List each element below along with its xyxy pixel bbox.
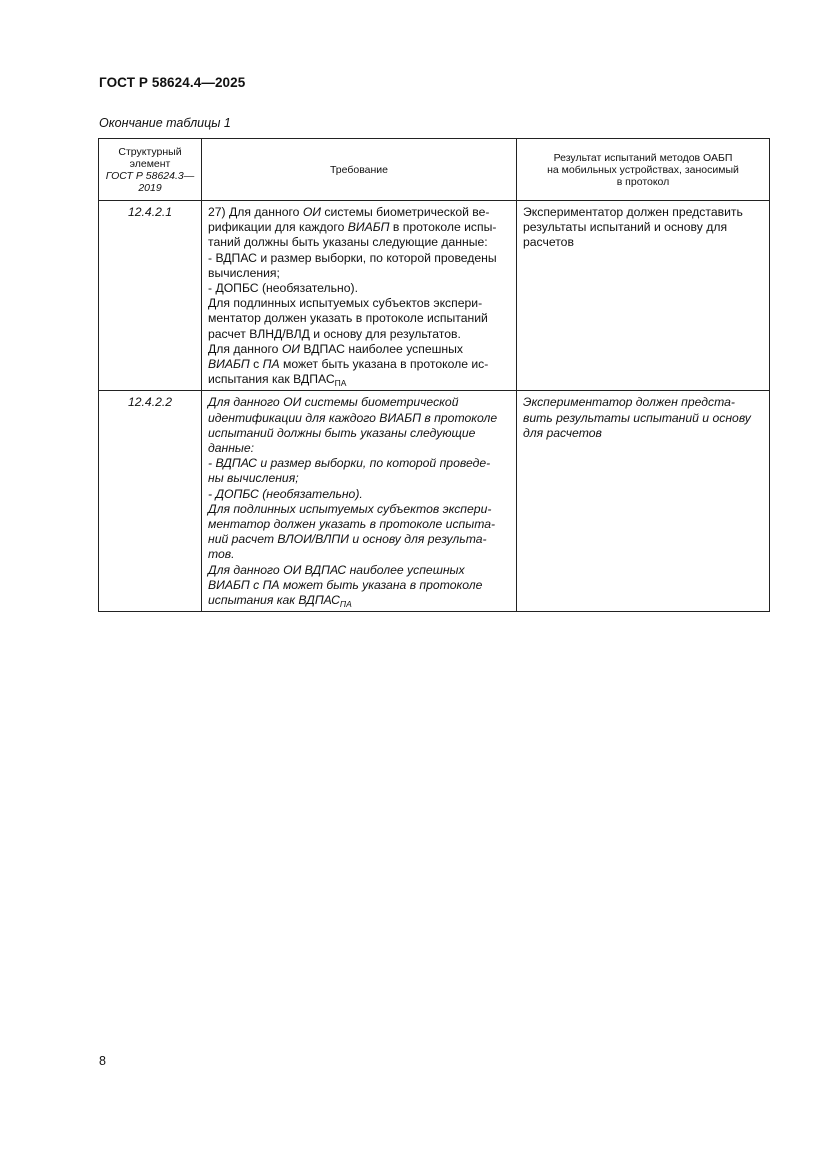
requirement-line: Для подлинных испытуемых субъектов экспери-	[208, 501, 492, 516]
requirement-line	[208, 205, 510, 220]
requirement-line: Для данного ОИ ВДПАС наиболее успешных	[208, 562, 465, 577]
result-cell	[517, 391, 770, 612]
requirement-line	[208, 357, 510, 372]
requirement-line: ментатор должен указать в протоколе испыта-	[208, 517, 496, 532]
table-row	[99, 391, 770, 612]
text-run: Для данного	[208, 341, 282, 356]
requirement-line: ментатор должен указать в протоколе испытаний	[208, 311, 488, 326]
subscript-pa: ПА	[339, 599, 352, 610]
requirement-line: Для данного ОИ системы биометрической	[208, 395, 459, 410]
result-line: Экспериментатор должен представить	[523, 205, 743, 219]
requirement-line: данные:	[208, 441, 255, 456]
requirement-line	[208, 342, 510, 357]
text-run: испытания как ВДПАС	[208, 593, 340, 608]
text-run: ВДПАС наиболее успешных	[300, 341, 463, 356]
header-element-line: Структурный	[118, 145, 182, 158]
page-number: 8	[99, 1054, 106, 1068]
requirement-line	[208, 372, 510, 387]
requirement-line: ны вычисления;	[208, 471, 299, 486]
requirement-cell	[202, 201, 517, 391]
column-header-element	[99, 139, 202, 201]
subscript-pa: ПА	[334, 378, 347, 389]
text-run: в протоколе испы-	[389, 220, 497, 235]
text-run: системы биометрической ве-	[321, 205, 490, 219]
requirement-line	[208, 593, 510, 608]
result-line: Экспериментатор должен предста-	[523, 395, 735, 410]
term-viabp: ВИАБП	[347, 220, 390, 235]
header-result-line: в протокол	[616, 175, 670, 188]
table-row	[99, 201, 770, 391]
table-header-row	[99, 139, 770, 201]
text-run: испытания как ВДПАС	[208, 372, 335, 387]
table-caption: Окончание таблицы 1	[99, 116, 231, 130]
requirement-line: Для подлинных испытуемых субъектов экспери-	[208, 296, 483, 311]
header-result-line: на мобильных устройствах, заносимый	[547, 163, 739, 176]
term-pa: ПА	[262, 357, 280, 372]
requirement-line: расчет ВЛНД/ВЛД и основу для результатов.	[208, 326, 461, 341]
result-line: для расчетов	[523, 425, 602, 440]
result-line: вить результаты испытаний и основу	[523, 410, 751, 425]
result-cell	[517, 201, 770, 391]
term-oi: ОИ	[302, 205, 322, 219]
requirement-line: вычисления;	[208, 265, 280, 280]
structural-element-cell: 12.4.2.1	[99, 201, 202, 391]
term-viabp: ВИАБП	[208, 357, 250, 372]
result-line: результаты испытаний и основу для	[523, 220, 728, 235]
requirement-line: - ДОПБС (необязательно).	[208, 281, 358, 296]
requirement-line: - ВДПАС и размер выборки, по которой проведе-	[208, 456, 491, 471]
text-run: рификации для каждого	[208, 220, 348, 235]
term-oi: ОИ	[281, 341, 301, 356]
requirement-line: идентификации для каждого ВИАБП в протоколе	[208, 410, 498, 425]
header-element-line: элемент	[129, 157, 171, 170]
document-header: ГОСТ Р 58624.4—2025	[99, 75, 246, 90]
requirement-cell	[202, 391, 517, 612]
result-line: расчетов	[523, 235, 574, 250]
requirement-line: испытаний должны быть указаны следующие	[208, 425, 476, 440]
requirements-table	[98, 138, 770, 612]
column-header-result	[517, 139, 770, 201]
requirement-line: тов.	[208, 547, 235, 562]
header-requirement-text: Требование	[329, 163, 389, 176]
text-run: может быть указана в протоколе ис-	[279, 357, 489, 372]
text-run: с	[249, 357, 263, 372]
requirement-line: ВИАБП с ПА может быть указана в протоколе	[208, 577, 483, 592]
header-element-ref-line: 2019	[138, 181, 162, 194]
requirement-line: ний расчет ВЛОИ/ВЛПИ и основу для результа-	[208, 532, 487, 547]
header-result-line: Результат испытаний методов ОАБП	[553, 151, 733, 164]
structural-element-cell: 12.4.2.2	[99, 391, 202, 612]
requirement-line	[208, 220, 510, 235]
header-element-ref-line: ГОСТ Р 58624.3—	[105, 169, 195, 182]
text-run: 27) Для данного	[208, 205, 303, 219]
requirement-line: таний должны быть указаны следующие данные:	[208, 235, 488, 250]
requirement-line: - ВДПАС и размер выборки, по которой проведены	[208, 250, 497, 265]
column-header-requirement	[202, 139, 517, 201]
requirement-line: - ДОПБС (необязательно).	[208, 486, 363, 501]
